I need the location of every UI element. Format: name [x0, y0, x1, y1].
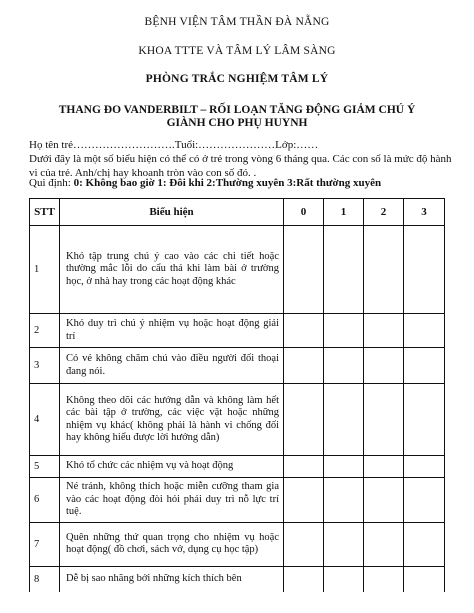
score-cell-0[interactable] [284, 478, 324, 523]
row-symptom: Có vẻ không chăm chú vào điều người đối thoại đang nói. [60, 348, 284, 384]
score-cell-2[interactable] [364, 478, 404, 523]
score-cell-0[interactable] [284, 348, 324, 384]
table-row [30, 384, 445, 456]
row-symptom: Né tránh, không thích hoặc miễn cưỡng tham gia vào các hoạt động đòi hỏi phải duy trì nỗ lực trí tuệ. [60, 478, 284, 523]
table-row [30, 566, 445, 592]
header-score-1: 1 [324, 199, 364, 226]
score-cell-1[interactable] [324, 456, 364, 478]
score-cell-3[interactable] [404, 522, 445, 566]
score-cell-1[interactable] [324, 478, 364, 523]
score-cell-3[interactable] [404, 226, 445, 314]
document-subtitle: GIÀNH CHO PHỤ HUYNH [166, 117, 308, 129]
row-number: 4 [30, 384, 60, 456]
table-row [30, 456, 445, 478]
score-cell-0[interactable] [284, 384, 324, 456]
row-number: 1 [30, 226, 60, 314]
header-stt: STT [30, 199, 60, 226]
header-score-3: 3 [404, 199, 445, 226]
score-cell-0[interactable] [284, 226, 324, 314]
score-cell-2[interactable] [364, 384, 404, 456]
scoring-rule-prefix: Qui định: [29, 177, 74, 189]
score-cell-0[interactable] [284, 456, 324, 478]
table-row [30, 226, 445, 314]
header-score-2: 2 [364, 199, 404, 226]
score-cell-1[interactable] [324, 566, 364, 592]
score-cell-3[interactable] [404, 314, 445, 348]
symptom-table [29, 198, 445, 592]
score-cell-0[interactable] [284, 314, 324, 348]
row-number: 8 [30, 566, 60, 592]
row-number: 7 [30, 522, 60, 566]
score-cell-0[interactable] [284, 566, 324, 592]
score-cell-2[interactable] [364, 566, 404, 592]
table-row [30, 522, 445, 566]
score-cell-2[interactable] [364, 226, 404, 314]
table-row [30, 348, 445, 384]
table-header-row [30, 199, 445, 226]
score-cell-1[interactable] [324, 348, 364, 384]
row-symptom: Không theo dõi các hướng dẫn và không làm hết các bài tập ở trường, các việc vặt hoặc những nhiệm vụ khác( không phải là hành vi chống đối hay không hiểu được lời hướng dẫn) [60, 384, 284, 456]
document-title: THANG ĐO VANDERBILT – RỐI LOẠN TĂNG ĐỘNG GIẢM CHÚ Ý [58, 104, 416, 116]
table-row [30, 314, 445, 348]
row-number: 6 [30, 478, 60, 523]
row-symptom: Khó tổ chức các nhiệm vụ và hoạt động [60, 456, 284, 478]
score-cell-0[interactable] [284, 522, 324, 566]
child-info-line: Họ tên trẻ……………………….Tuổi:…………………Lớp:…… [29, 139, 319, 151]
score-cell-2[interactable] [364, 456, 404, 478]
scoring-rule [29, 177, 454, 191]
row-symptom: Khó tập trung chú ý cao vào các chi tiết hoặc thường mắc lỗi do cẩu thả khi làm bài ở trường học, ở nhà hay trong các hoạt động khác [60, 226, 284, 314]
room-name: PHÒNG TRẮC NGHIỆM TÂM LÝ [145, 73, 329, 85]
score-cell-2[interactable] [364, 348, 404, 384]
row-number: 5 [30, 456, 60, 478]
score-cell-2[interactable] [364, 314, 404, 348]
row-number: 3 [30, 348, 60, 384]
hospital-name: BỆNH VIỆN TÂM THẦN ĐÀ NẴNG [144, 16, 330, 28]
score-cell-1[interactable] [324, 522, 364, 566]
instructions-text: Dưới đây là một số biểu hiện có thể có ở trẻ trong vòng 6 tháng qua. Các con số là mức độ hành vi của trẻ. Anh/chị hay khoanh tròn vào con số đó. . [29, 153, 452, 179]
scoring-rule-scale: 0: Không bao giờ 1: Đôi khi 2:Thường xuyên 3:Rất thường xuyên [73, 177, 382, 189]
header-score-0: 0 [284, 199, 324, 226]
score-cell-2[interactable] [364, 522, 404, 566]
score-cell-3[interactable] [404, 456, 445, 478]
score-cell-3[interactable] [404, 478, 445, 523]
score-cell-3[interactable] [404, 384, 445, 456]
score-cell-3[interactable] [404, 348, 445, 384]
score-cell-1[interactable] [324, 384, 364, 456]
table-row [30, 478, 445, 523]
score-cell-1[interactable] [324, 314, 364, 348]
header-symptom: Biểu hiện [60, 199, 284, 226]
department-name: KHOA TTTE VÀ TÂM LÝ LÂM SÀNG [138, 45, 336, 57]
row-symptom: Quên những thứ quan trọng cho nhiệm vụ hoặc hoạt động( đồ chơi, sách vở, dụng cụ học tập) [60, 522, 284, 566]
row-symptom: Khó duy trì chú ý nhiệm vụ hoặc hoạt động giải trí [60, 314, 284, 348]
row-symptom: Dễ bị sao nhãng bởi những kích thích bên [60, 566, 284, 592]
row-number: 2 [30, 314, 60, 348]
score-cell-3[interactable] [404, 566, 445, 592]
score-cell-1[interactable] [324, 226, 364, 314]
